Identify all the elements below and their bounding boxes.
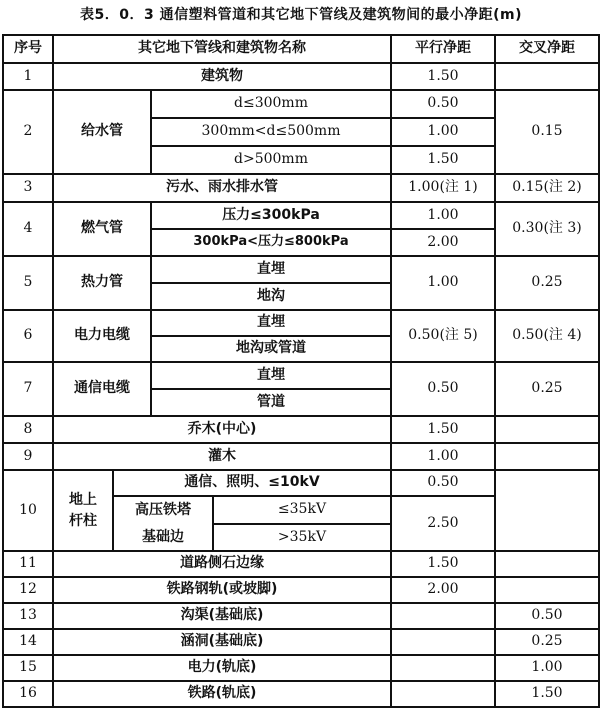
- row-name: 燃气管: [53, 202, 151, 256]
- clearance-table: [2, 34, 600, 708]
- row-parallel: 1.00: [391, 118, 495, 146]
- table-row: [3, 577, 599, 603]
- row-cross: [495, 470, 599, 551]
- row-name: 污水、雨水排水管: [53, 174, 391, 202]
- table-row: [3, 416, 599, 443]
- row-parallel: 1.00(注 1): [391, 174, 495, 202]
- table-row: [3, 63, 599, 90]
- row-cross: 0.25: [495, 256, 599, 310]
- row-no: 14: [3, 629, 53, 655]
- row-cross: 0.15: [495, 90, 599, 174]
- row-name-line: 地上: [69, 491, 97, 508]
- table-row: [3, 551, 599, 577]
- row-parallel: [391, 603, 495, 629]
- row-name: 铁路钢轨(或坡脚): [53, 577, 391, 603]
- row-parallel: 1.00: [391, 443, 495, 470]
- table-row: [3, 681, 599, 707]
- row-cross: [495, 577, 599, 603]
- row-no: 9: [3, 443, 53, 470]
- row-name: 道路侧石边缘: [53, 551, 391, 577]
- row-condition: 压力≤300kPa: [151, 202, 391, 229]
- row-condition: 直埋: [151, 310, 391, 336]
- row-cross: 1.00: [495, 655, 599, 681]
- row-parallel: 1.50: [391, 63, 495, 90]
- header-name: 其它地下管线和建筑物名称: [53, 35, 391, 63]
- row-name: 电力电缆: [53, 310, 151, 362]
- row-condition: d>500mm: [151, 146, 391, 174]
- table-title: 表5．0．3 通信塑料管道和其它地下管线及建筑物间的最小净距(m): [80, 7, 522, 23]
- row-cross: 0.25: [495, 362, 599, 416]
- row-name: 涵洞(基础底): [53, 629, 391, 655]
- row-condition: 直埋: [151, 362, 391, 389]
- tower-label: [113, 496, 213, 551]
- row-parallel: [391, 681, 495, 707]
- row-parallel: 2.50: [391, 496, 495, 551]
- tower-label-line: 基础边: [142, 528, 184, 545]
- row-parallel: 0.50: [391, 90, 495, 118]
- row-condition: 直埋: [151, 256, 391, 283]
- row-condition: >35kV: [213, 524, 391, 552]
- row-condition: 通信、照明、≤10kV: [113, 470, 391, 496]
- row-no: 13: [3, 603, 53, 629]
- row-cross: [495, 551, 599, 577]
- row-cross: 0.50: [495, 603, 599, 629]
- table-header-row: [3, 35, 599, 63]
- row-no: 7: [3, 362, 53, 416]
- row-name: 铁路(轨底): [53, 681, 391, 707]
- row-no: 6: [3, 310, 53, 362]
- table-row: [3, 629, 599, 655]
- row-cross: 0.30(注 3): [495, 202, 599, 256]
- row-name: 乔木(中心): [53, 416, 391, 443]
- row-condition: 地沟或管道: [151, 336, 391, 362]
- row-parallel: 1.50: [391, 146, 495, 174]
- row-no: 10: [3, 470, 53, 551]
- row-parallel: 0.50(注 5): [391, 310, 495, 362]
- row-cross: 0.15(注 2): [495, 174, 599, 202]
- row-parallel: 2.00: [391, 577, 495, 603]
- row-name: 沟渠(基础底): [53, 603, 391, 629]
- table-row: [3, 443, 599, 470]
- row-cross: [495, 63, 599, 90]
- tower-label-line: 高压铁塔: [135, 502, 191, 518]
- row-cross: [495, 416, 599, 443]
- row-parallel: 1.00: [391, 256, 495, 310]
- row-cross: 1.50: [495, 681, 599, 707]
- row-parallel: 1.00: [391, 202, 495, 229]
- row-parallel: 1.50: [391, 416, 495, 443]
- row-name-line: 杆柱: [69, 512, 97, 529]
- row-parallel: 2.00: [391, 229, 495, 256]
- table-row: [3, 470, 599, 496]
- row-condition: d≤300mm: [151, 90, 391, 118]
- row-no: 8: [3, 416, 53, 443]
- table-row: [3, 655, 599, 681]
- row-no: 4: [3, 202, 53, 256]
- row-parallel: [391, 629, 495, 655]
- row-parallel: [391, 655, 495, 681]
- header-cross: 交叉净距: [495, 35, 599, 63]
- row-condition: ≤35kV: [213, 496, 391, 524]
- row-no: 1: [3, 63, 53, 90]
- row-no: 3: [3, 174, 53, 202]
- header-no: 序号: [3, 35, 53, 63]
- row-condition: 300mm<d≤500mm: [151, 118, 391, 146]
- row-name: 热力管: [53, 256, 151, 310]
- row-no: 15: [3, 655, 53, 681]
- row-cross: [495, 443, 599, 470]
- row-parallel: 0.50: [391, 362, 495, 416]
- header-parallel: 平行净距: [391, 35, 495, 63]
- row-condition: 地沟: [151, 283, 391, 310]
- row-no: 16: [3, 681, 53, 707]
- row-name: [53, 470, 113, 551]
- table-row: [3, 90, 599, 118]
- row-no: 5: [3, 256, 53, 310]
- table-row: [3, 256, 599, 283]
- table-row: [3, 310, 599, 336]
- row-parallel: 1.50: [391, 551, 495, 577]
- table-row: [3, 362, 599, 389]
- row-cross: 0.25: [495, 629, 599, 655]
- row-cross: 0.50(注 4): [495, 310, 599, 362]
- table-row: [3, 603, 599, 629]
- row-condition: 管道: [151, 389, 391, 416]
- row-no: 2: [3, 90, 53, 174]
- row-name: 电力(轨底): [53, 655, 391, 681]
- row-name: 灌木: [53, 443, 391, 470]
- row-name: 建筑物: [53, 63, 391, 90]
- table-row: [3, 174, 599, 202]
- table-row: [3, 202, 599, 229]
- row-no: 12: [3, 577, 53, 603]
- row-parallel: 0.50: [391, 470, 495, 496]
- row-name: 通信电缆: [53, 362, 151, 416]
- row-condition: 300kPa<压力≤800kPa: [151, 229, 391, 256]
- row-no: 11: [3, 551, 53, 577]
- row-name: 给水管: [53, 90, 151, 174]
